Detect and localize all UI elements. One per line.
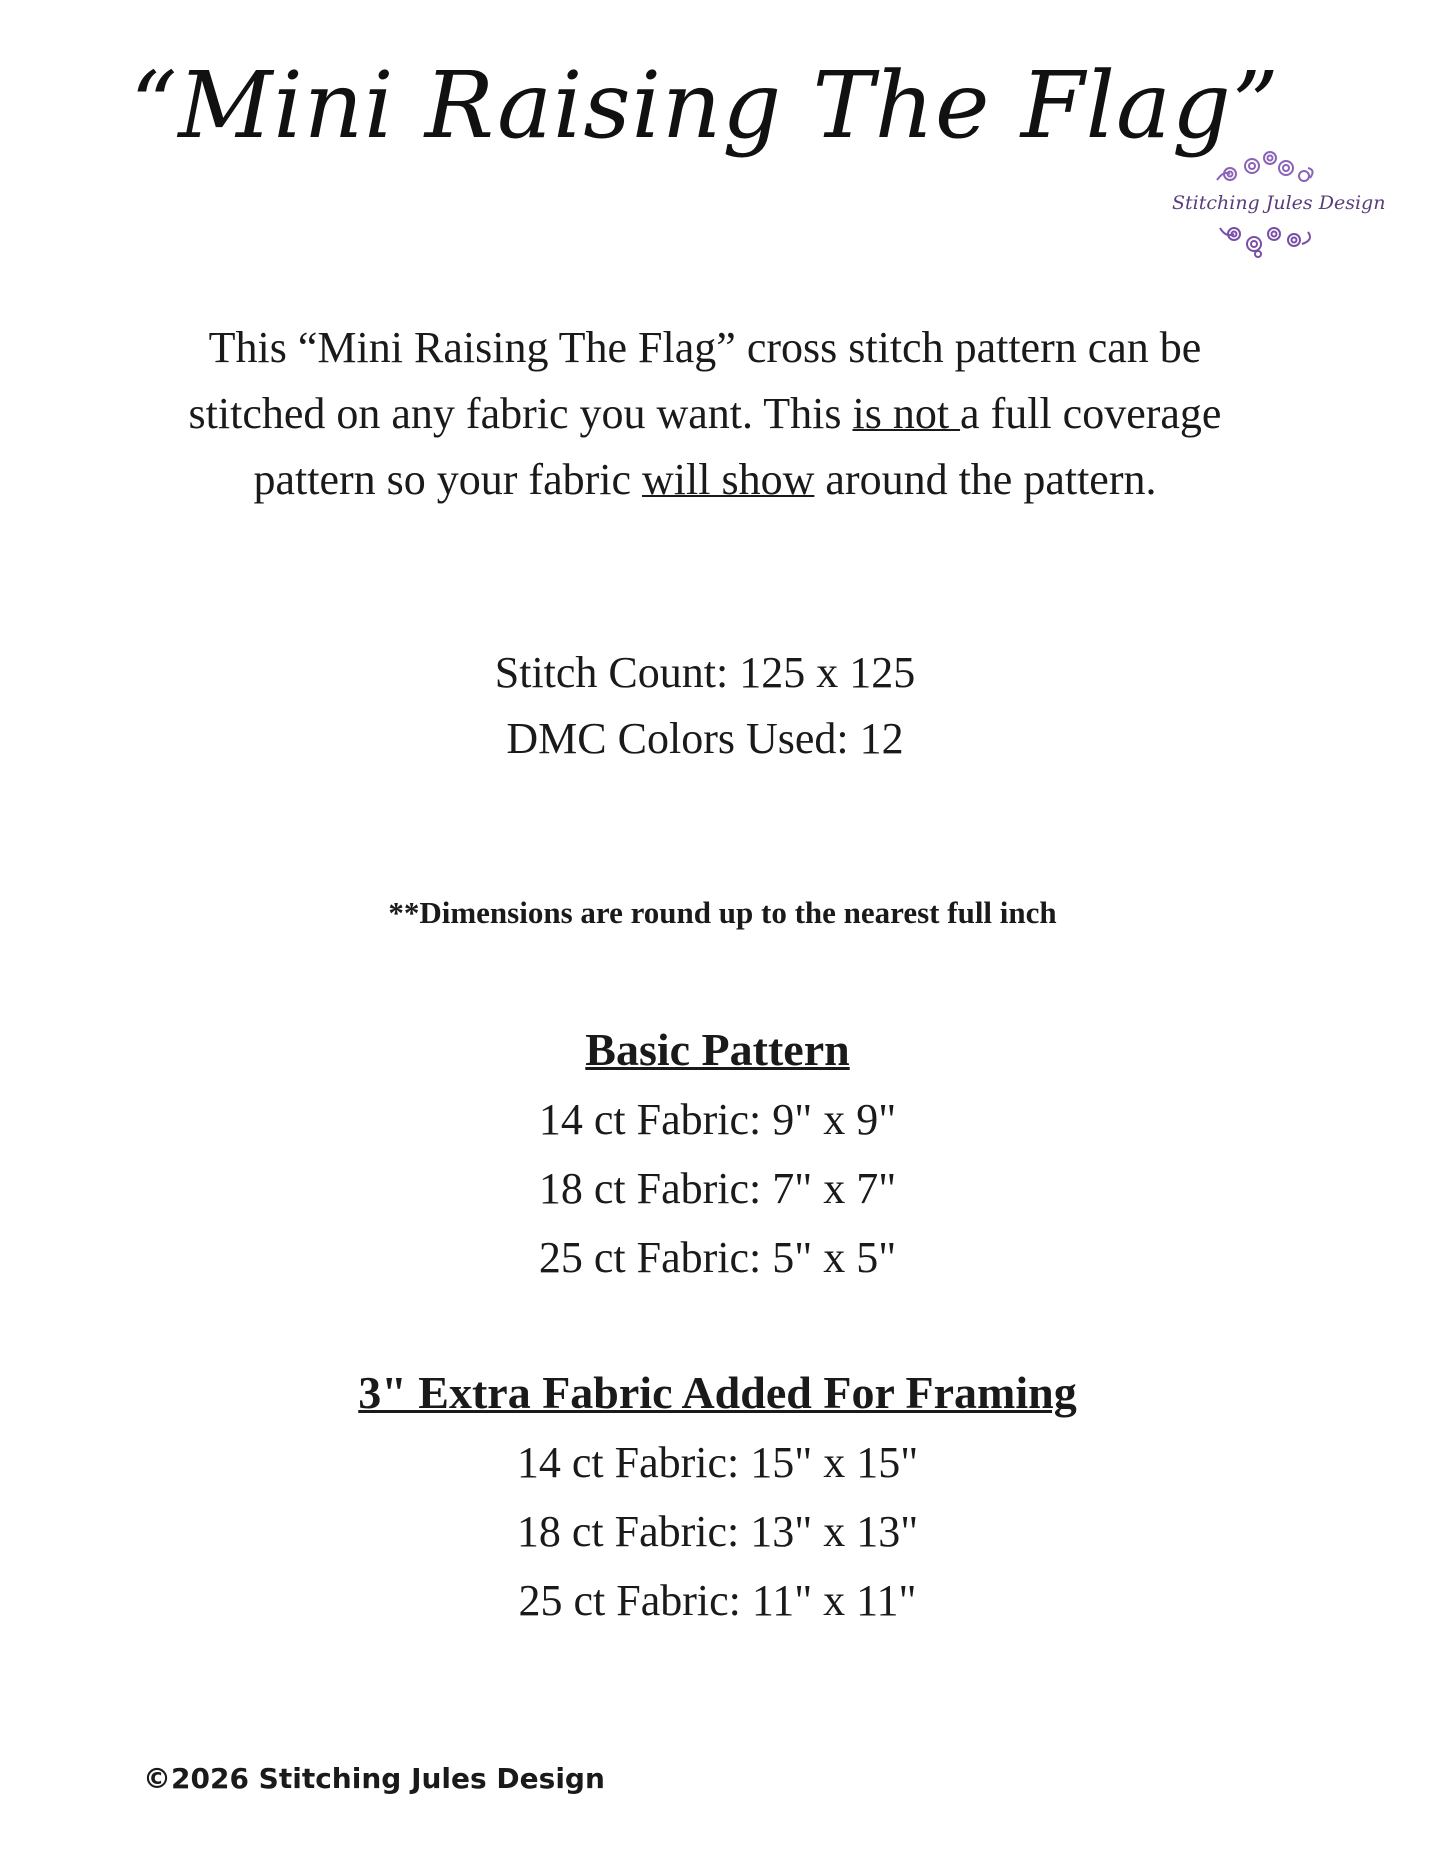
intro-text: This “Mini Raising The Flag” cross stitch pattern can be stitched on any fabric you want. This bbox=[188, 323, 1202, 438]
framing-section bbox=[0, 1358, 1435, 1635]
fabric-size-row: 14 ct Fabric: 15" x 15" bbox=[516, 1438, 919, 1487]
page-title: “Mini Raising The Flag” bbox=[130, 52, 1280, 159]
basic-pattern-section bbox=[0, 1015, 1435, 1292]
stitch-count: Stitch Count: 125 x 125 bbox=[494, 648, 916, 697]
intro-emphasis-will-show: will show bbox=[642, 455, 815, 504]
swirl-ornament-icon bbox=[1212, 150, 1322, 186]
fabric-size-row: 18 ct Fabric: 7" x 7" bbox=[538, 1164, 897, 1213]
logo-text: Stitching Jules Design bbox=[1172, 192, 1386, 214]
intro-paragraph bbox=[150, 315, 1260, 513]
dimensions-note: **Dimensions are round up to the nearest full inch bbox=[388, 895, 1057, 930]
swirl-ornament-icon bbox=[1212, 222, 1322, 258]
dmc-colors-used: DMC Colors Used: 12 bbox=[506, 714, 904, 763]
intro-text: a full coverage pattern so your fabric bbox=[253, 389, 1222, 504]
framing-heading: 3" Extra Fabric Added For Framing bbox=[358, 1367, 1077, 1418]
fabric-size-row: 14 ct Fabric: 9" x 9" bbox=[538, 1095, 897, 1144]
fabric-size-row: 18 ct Fabric: 13" x 13" bbox=[516, 1507, 919, 1556]
intro-text: around the pattern. bbox=[814, 455, 1157, 504]
brand-logo bbox=[1172, 150, 1386, 268]
copyright-footer: ©2026 Stitching Jules Design bbox=[143, 1762, 605, 1795]
pattern-stats bbox=[0, 640, 1410, 772]
basic-pattern-heading: Basic Pattern bbox=[585, 1024, 850, 1075]
intro-emphasis-is-not: is not bbox=[852, 389, 961, 438]
fabric-size-row: 25 ct Fabric: 5" x 5" bbox=[538, 1233, 897, 1282]
fabric-size-row: 25 ct Fabric: 11" x 11" bbox=[518, 1576, 917, 1625]
